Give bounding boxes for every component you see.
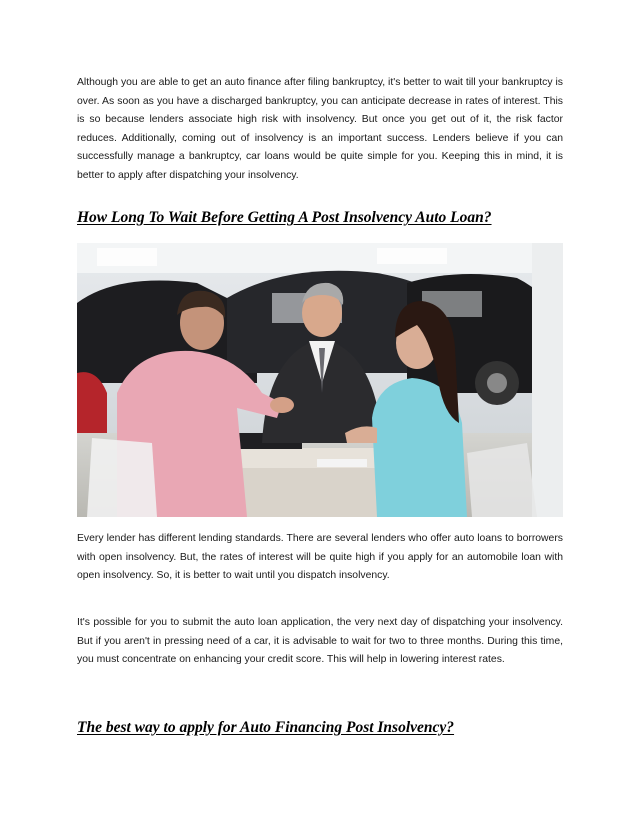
lenders-paragraph: Every lender has different lending standards. There are several lenders who offer auto loans to borrowers with open insolvency. But, the rates of interest will be quite high if you apply for an automobile loan with open insolvency. So, it is better to wait until you dispatch insolvency.: [77, 533, 563, 582]
timing-paragraph: It's possible for you to submit the auto loan application, the very next day of dispatching your insolvency. But if you aren't in pressing need of a car, it is advisable to wait for two to three months. During this time, you must concentrate on enhancing your credit score. This will help in lowering interest rates.: [77, 617, 563, 666]
heading-wait-period: How Long To Wait Before Getting A Post Insolvency Auto Loan?: [77, 209, 492, 226]
heading-how-to-apply: The best way to apply for Auto Financing Post Insolvency?: [77, 719, 455, 736]
dealership-handshake-photo: [77, 243, 563, 517]
intro-paragraph: Although you are able to get an auto finance after filing bankruptcy, it's better to wait till your bankruptcy is over. As soon as you have a discharged bankruptcy, you can anticipate decrease in rates of interest. This is so because lenders associate high risk with insolvency. But once you get out of it, the risk factor reduces. Additionally, coming out of insolvency is an important success. Lenders believe if you can successfully manage a bankruptcy, car loans would be quite simple for you. Keeping this in mind, it is better to apply after dispatching your insolvency.: [77, 77, 563, 181]
